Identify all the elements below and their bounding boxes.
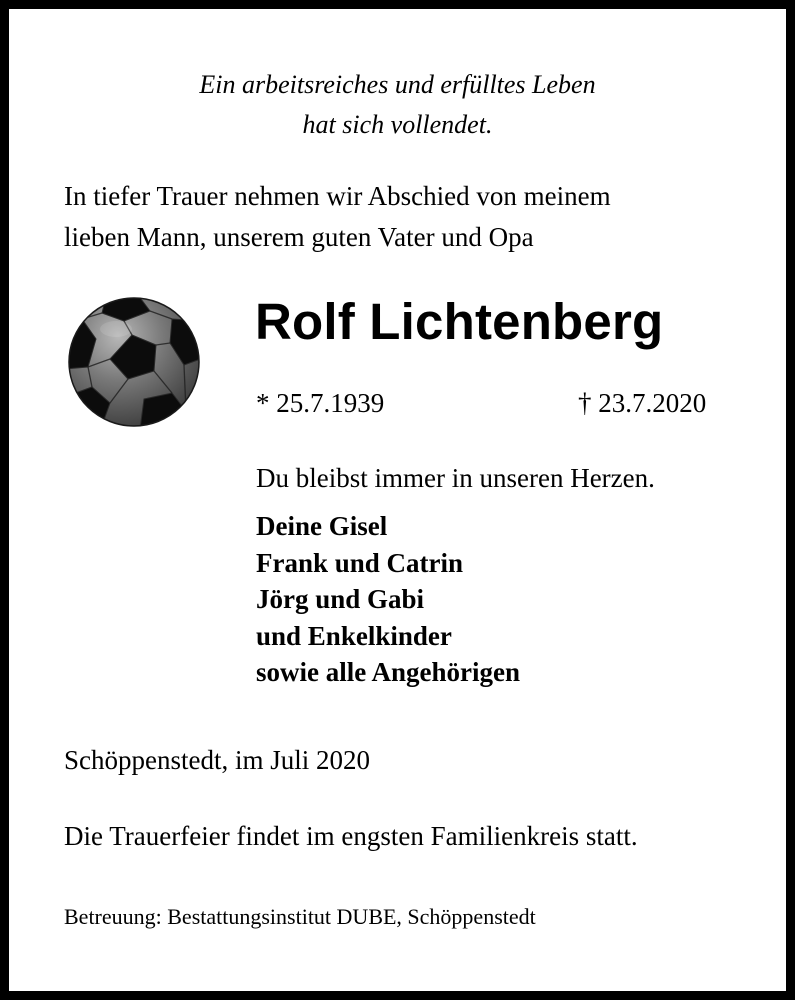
intro-line-2: lieben Mann, unserem guten Vater und Opa: [64, 222, 534, 252]
signer: Frank und Catrin: [256, 547, 464, 578]
funeral-home: Betreuung: Bestattungsinstitut DUBE, Schöppenstedt: [64, 904, 536, 929]
soccer-ball-icon: [66, 295, 202, 429]
death-date: † 23.7.2020: [578, 388, 707, 418]
signer: Deine Gisel: [256, 511, 388, 541]
motto-line-2: hat sich vollendet.: [302, 110, 493, 139]
signer: sowie alle Angehörigen: [256, 657, 520, 687]
funeral-note: Die Trauerfeier findet im engsten Familienkreis statt.: [64, 821, 638, 851]
place-date: Schöppenstedt, im Juli 2020: [64, 745, 370, 775]
deceased-name: Rolf Lichtenberg: [255, 293, 664, 350]
signer: und Enkelkinder: [256, 620, 452, 651]
birth-date: * 25.7.1939: [256, 388, 385, 418]
intro-line-1: In tiefer Trauer nehmen wir Abschied von meinem: [64, 181, 611, 211]
signer: Jörg und Gabi: [256, 584, 425, 614]
signers-list: [256, 508, 520, 691]
motto-line-1: Ein arbeitsreiches und erfülltes Leben: [199, 70, 596, 99]
closing-line: Du bleibst immer in unseren Herzen.: [256, 463, 655, 493]
